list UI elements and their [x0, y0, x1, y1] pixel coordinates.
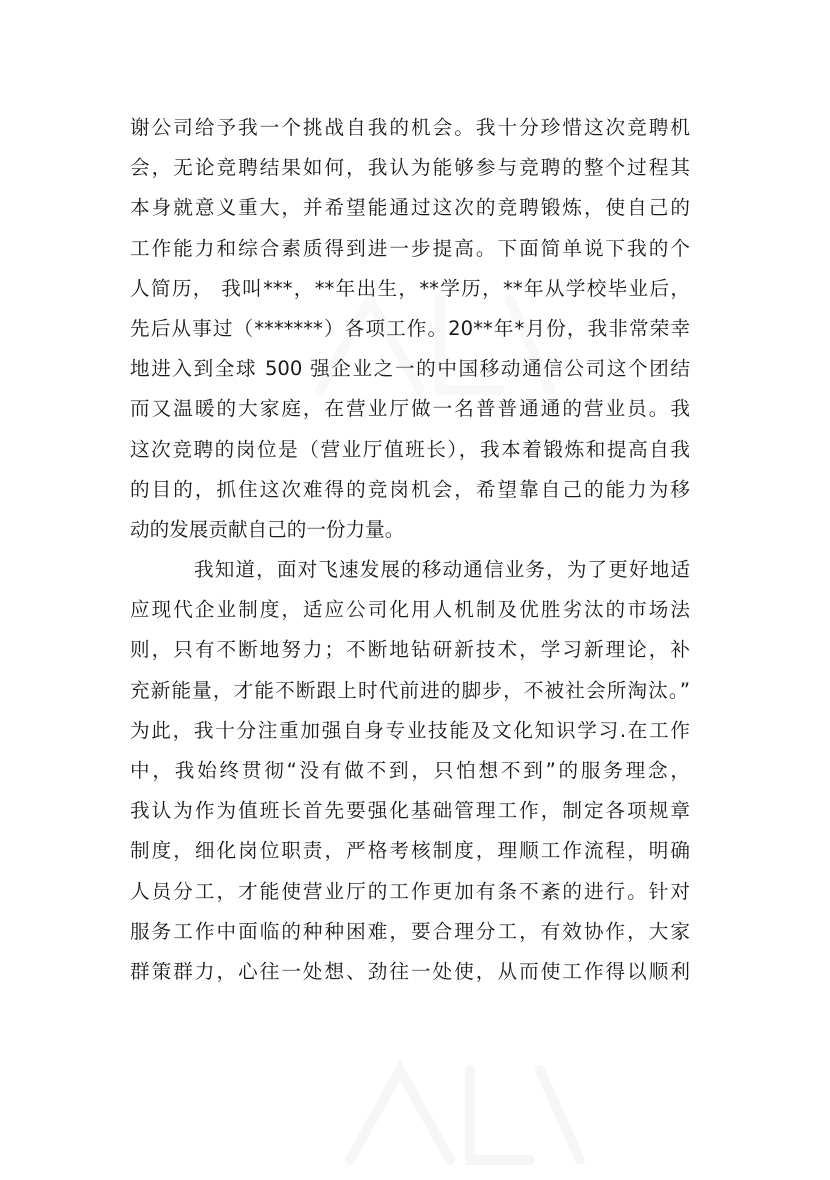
text-line: 我认为作为值班长首先要强化基础管理工作，制定各项规章 [130, 799, 690, 823]
watermark-graphic-bottom [330, 1050, 590, 1180]
text-line: 应现代企业制度，适应公司化用人机制及优胜劣汰的市场法 [130, 598, 690, 622]
text-line: 工作能力和综合素质得到进一步提高。下面简单说下我的个 [130, 236, 690, 260]
text-line: 谢公司给予我一个挑战自我的机会。我十分珍惜这次竞聘机 [130, 116, 690, 139]
text-line: 本身就意义重大，并希望能通过这次的竞聘锻炼，使自己的 [130, 196, 690, 220]
text-line: 人员分工，才能使营业厅的工作更加有条不紊的进行。针对 [130, 879, 690, 903]
text-line: 充新能量，才能不断跟上时代前进的脚步，不被社会所淘汰。” [130, 678, 690, 702]
paragraph-2 [130, 550, 690, 992]
text-line: 则，只有不断地努力；不断地钻研新技术，学习新理论，补 [130, 638, 690, 662]
paragraph-1 [130, 108, 690, 550]
text-line: 为此，我十分注重加强自身专业技能及文化知识学习.在工作 [130, 718, 690, 742]
text-line: 群策群力，心往一处想、劲往一处使，从而使工作得以顺利 [130, 959, 690, 983]
document-body [130, 108, 690, 992]
text-line: 而又温暖的大家庭，在营业厅做一名普普通通的营业员。我 [130, 397, 690, 421]
text-line: 我知道，面对飞速发展的移动通信业务，为了更好地适 [194, 558, 690, 582]
text-line: 人简历， 我叫***，**年出生，**学历，**年从学校毕业后， [130, 276, 690, 300]
text-line: 的目的，抓住这次难得的竞岗机会，希望靠自己的能力为移 [130, 477, 690, 501]
text-line: 中，我始终贯彻“没有做不到，只怕想不到”的服务理念， [130, 759, 690, 782]
text-line: 制度，细化岗位职责，严格考核制度，理顺工作流程，明确 [130, 839, 690, 863]
text-line: 动的发展贡献自己的一份力量。 [130, 517, 405, 541]
text-line: 先后从事过（*******）各项工作。20**年*月份，我非常荣幸 [130, 316, 690, 340]
text-line: 会，无论竞聘结果如何，我认为能够参与竞聘的整个过程其 [130, 156, 690, 180]
text-line: 地进入到全球 500 强企业之一的中国移动通信公司这个团结 [130, 357, 690, 381]
text-line: 服务工作中面临的种种困难，要合理分工，有效协作，大家 [130, 919, 690, 943]
text-line: 这次竞聘的岗位是（营业厅值班长），我本着锻炼和提高自我 [130, 437, 690, 461]
